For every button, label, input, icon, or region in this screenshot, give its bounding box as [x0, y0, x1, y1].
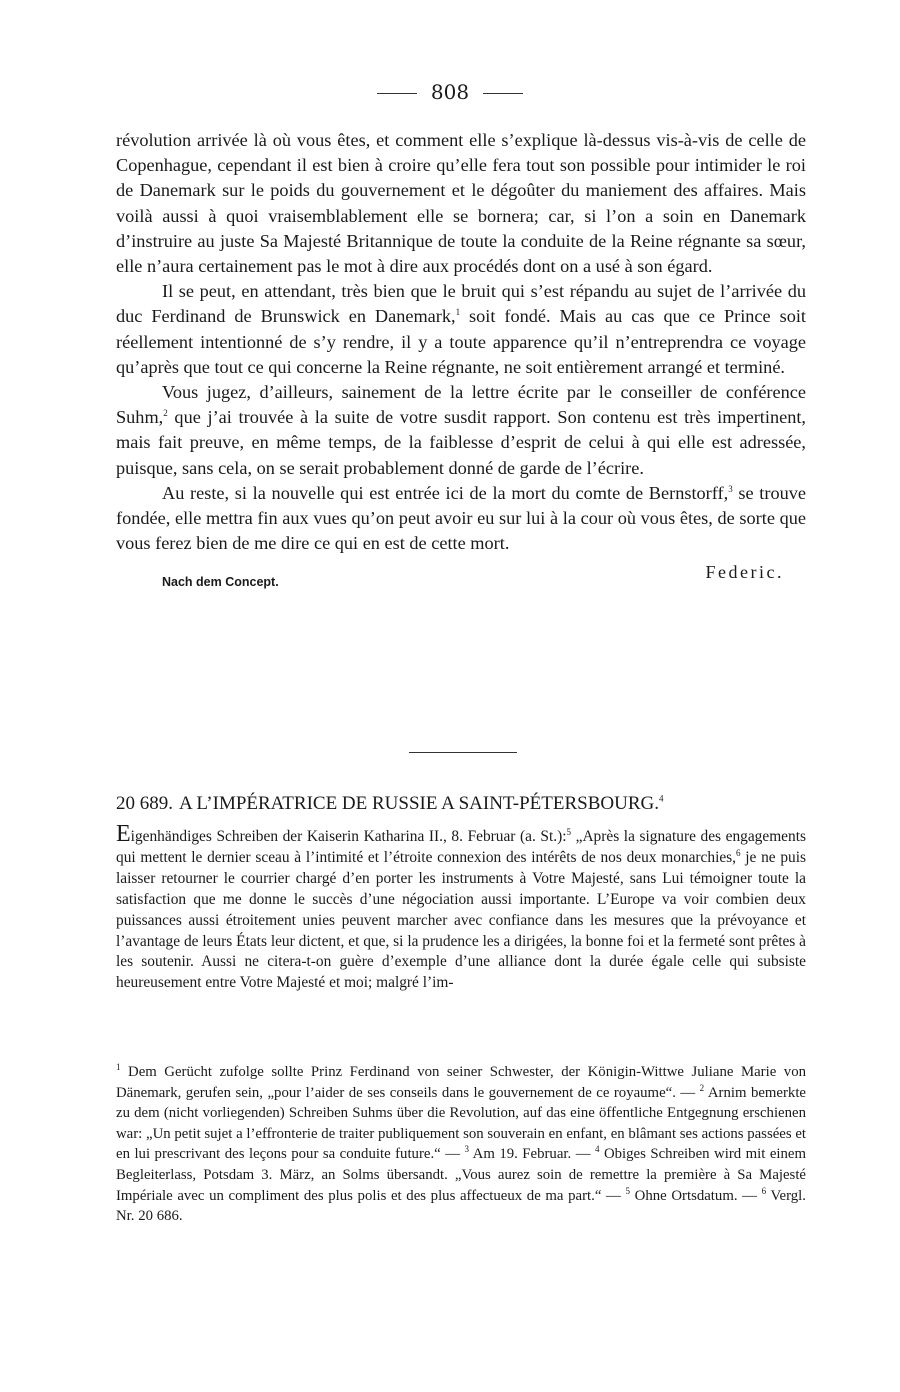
footnote-ref-4: 4 — [659, 793, 664, 804]
footnote-6-marker: 6 — [761, 1185, 767, 1196]
footnote-ref-5: 5 — [566, 826, 572, 837]
footnote-ref-2: 2 — [163, 408, 168, 419]
footnote-5: Ohne Ortsdatum. — — [630, 1187, 762, 1204]
footnote-4: Obiges Schreiben wird mit einem Begleiterlass, Potsdam 3. März, an Solms übersandt. „Vous aurez soin de remettre la première à Sa Majesté Impériale avec un compliment des plus polis et des plus affectueux de ma part.“ — — [116, 1146, 806, 1204]
footnote-3-marker: 3 — [464, 1144, 469, 1155]
paragraph-1: révolution arrivée là où vous êtes, et comment elle s’explique là-dessus vis-à-vis de celle de Copenhague, cependant il est bien à croire qu’elle fera tout son possible pour intimider le roi de Danemark sur le poids du gouvernement et le dégoûter du maniement des affaires. Mais voilà aussi à quoi vraisemblablement elle se bornera; car, si l’on a soin en Danemark d’instruire au juste Sa Majesté Britannique de toute la conduite de la Reine régnante sa sœur, elle n’aura certainement pas le mot à dire aux procédés dont on a usé à son égard. — [116, 130, 806, 277]
paragraph-4: Au reste, si la nouvelle qui est entrée ici de la mort du comte de Bernstorff,$^3$ se trouve fondée, elle mettra fin aux vues qu’on peut avoir eu sur lui à la cour où vous êtes, de sorte que vous ferez bien de me dire ce qui en est de cette mort. — [116, 482, 806, 554]
page-header — [0, 80, 900, 104]
letter-body — [116, 821, 806, 994]
main-text — [116, 128, 806, 590]
signature-row — [116, 560, 806, 590]
letter-number: 20 689. — [116, 793, 173, 814]
footnote-6: Vergl. Nr. 20 686. — [116, 1187, 806, 1225]
footnote-ref-1: 1 — [455, 307, 461, 318]
footnote-2-marker: 2 — [699, 1082, 705, 1093]
header-dash-right — [483, 93, 523, 94]
letter-title: A L’IMPÉRATRICE DE RUSSIE A SAINT-PÉTERSBOURG. — [179, 793, 660, 814]
letter-text-a: „Après la signature des engagements qui mettent le dernier sceau à l’intimité et l’étroite connexion des intérêts de nos deux monarchies, — [116, 828, 806, 866]
letter-heading — [116, 793, 806, 815]
page-number: 808 — [430, 80, 470, 104]
footnote-1-marker: 1 — [116, 1062, 121, 1073]
footnote-ref-6: 6 — [736, 847, 741, 858]
section-divider — [409, 752, 517, 753]
source-note: Nach dem Concept. — [162, 575, 279, 590]
paragraph-3: Vous jugez, d’ailleurs, sainement de la lettre écrite par le conseiller de conférence Suhm,$^2$ que j’ai trouvée à la suite de votre susdit rapport. Son contenu est très impertinent, mais fait preuve, en même temps, de la faiblesse d’esprit de celui à qui elle est adressée, puisque, sans cela, on se serait probablement donné de garde de l’écrire. — [116, 382, 806, 478]
footnote-5-marker: 5 — [625, 1185, 631, 1196]
initial-capital: E — [116, 821, 131, 847]
footnote-ref-3: 3 — [728, 483, 733, 494]
letter-text-b: je ne puis laisser retourner le courrier chargé d’en porter les instruments à Votre Majesté, sans Lui témoigner toute la satisfaction que me donne le succès d’une négociation aussi importante. L’Europe va voir combien deux puissances aussi étroitement unies peuvent marcher avec confiance dans les mesures que la prévoyance et l’avantage de leurs États leur dictent, et que, si la prudence les a dirigées, la bonne foi et la fermeté sont prêtes à les soutenir. Aussi ne citera-t-on guère d’exemple d’une alliance dont la durée égale celle qui subsiste heureusement entre Votre Majesté et moi; malgré l’im- — [116, 848, 806, 992]
letter-intro: igenhändiges Schreiben der Kaiserin Katharina II., 8. Februar (a. St.): — [130, 828, 567, 845]
signature: Federic. — [705, 562, 784, 583]
footnote-3: Am 19. Februar. — — [468, 1146, 595, 1163]
footnote-1: Dem Gerücht zufolge sollte Prinz Ferdinand von seiner Schwester, der Königin-Wittwe Juliane Marie von Dänemark, gerufen sein, „pour l’aider de ses conseils dans le gouvernement de ce royaume“. — — [116, 1064, 806, 1101]
footnotes — [116, 1062, 806, 1227]
header-dash-left — [377, 93, 417, 94]
footnote-2: Arnim bemerkte zu dem (nicht vorliegenden) Schreiben Suhms über die Revolution, auf das eine öffentliche Entgegnung erschienen war: „Un petit sujet a l’effronterie de traiter publiquement son souverain en enfant, en blâmant ses actions passées et en lui prescrivant des leçons pour sa conduite future.“ — — [116, 1084, 806, 1163]
paragraph-2: Il se peut, en attendant, très bien que le bruit qui s’est répandu au sujet de l’arrivée du duc Ferdinand de Brunswick en Danemark,$^1$ soit fondé. Mais au cas que ce Prince soit réellement intentionné de s’y rendre, il y a toute apparence qu’il n’entreprendra ce voyage qu’après que tout ce qui concerne la Reine régnante, ne soit entièrement arrangé et terminé. — [116, 281, 806, 377]
footnote-4-marker: 4 — [594, 1144, 600, 1155]
